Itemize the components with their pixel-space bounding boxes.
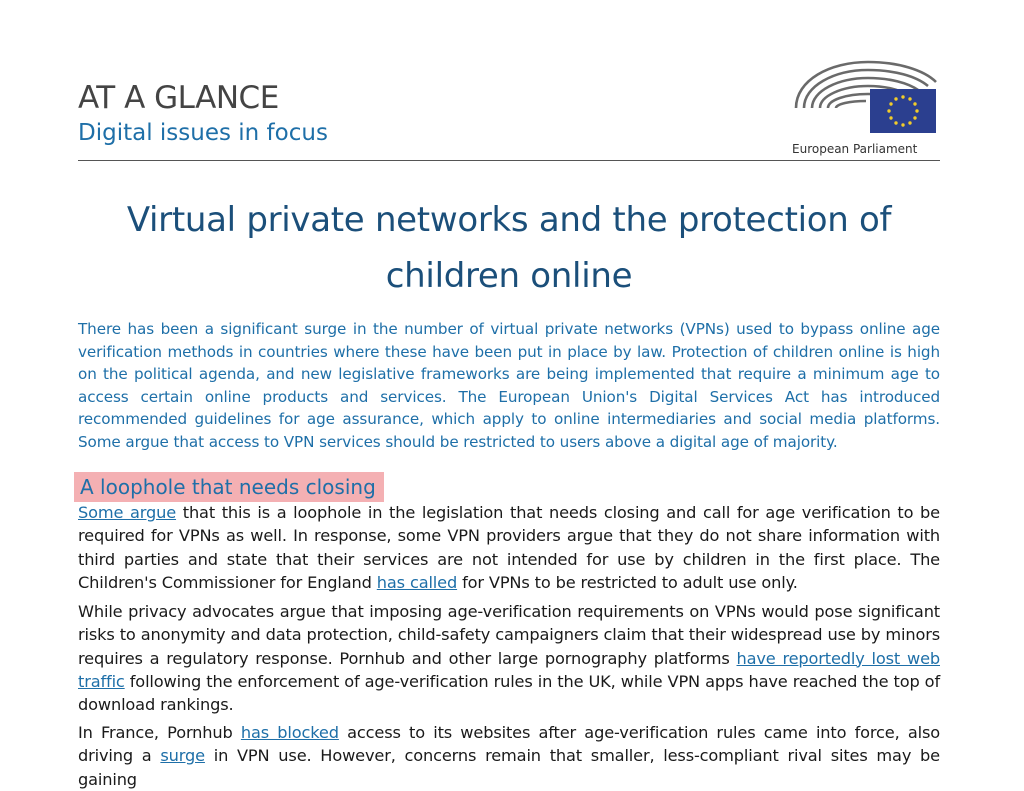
paragraph-text: In France, Pornhub <box>78 723 241 742</box>
series-label: Digital issues in focus <box>78 120 328 146</box>
link-surge[interactable]: surge <box>160 746 205 766</box>
body-paragraph-1 <box>78 501 940 594</box>
paragraph-text: access to its websites after age-verification rules came into force, also driving a <box>78 723 941 766</box>
page-title <box>78 192 940 304</box>
link-lost-web-traffic[interactable]: have reportedly lost web traffic <box>78 648 940 691</box>
at-a-glance-label: AT A GLANCE <box>78 80 279 116</box>
link-has-called[interactable]: has called <box>376 572 458 592</box>
section-heading: A loophole that needs closing <box>74 472 384 502</box>
link-some-argue[interactable]: Some argue <box>78 503 177 522</box>
document-header <box>78 80 328 148</box>
link-has-blocked[interactable]: has blocked <box>240 723 339 742</box>
page-title-line-2: children online <box>385 256 633 296</box>
body-paragraph-2 <box>78 600 940 716</box>
logo-caption: European Parliament <box>792 142 918 156</box>
page-title-line-1: Virtual private networks and the protection of <box>126 200 892 240</box>
paragraph-text: following the enforcement of age-verification rules in the UK, while VPN apps have reached the top of download rankings. <box>78 671 940 715</box>
paragraph-text: that this is a loophole in the legislation that needs closing and call for age verification to be required for VPNs as well. In response, some VPN providers argue that they do not share information with third parties and state that their services are not intended for use by children in the first place. The Children's Commissioner for England <box>78 503 940 592</box>
paragraph-text: for VPNs to be restricted to adult use only. <box>457 572 798 592</box>
summary-paragraph: There has been a significant surge in the number of virtual private networks (VPNs) used to bypass online age verification methods in countries where these have been put in place by law. Protection of children online is high on the political agenda, and new legislative frameworks are being implemented that require a minimum age to access certain online products and services. The European Union's Digital Services Act has introduced recommended guidelines for age assurance, which apply to online intermediaries and social media platforms. Some argue that access to VPN services should be restricted to users above a digital age of majority. <box>78 320 940 451</box>
header-divider <box>78 160 940 161</box>
body-paragraph-3 <box>78 721 940 791</box>
paragraph-text: in VPN use. However, concerns remain that smaller, less-compliant rival sites may be gaining <box>78 746 940 789</box>
paragraph-text: While privacy advocates argue that imposing age-verification requirements on VPNs would pose significant risks to anonymity and data protection, child-safety campaigners claim that their widespread use by minors requires a regulatory response. Pornhub and other large pornography platforms <box>78 602 940 668</box>
